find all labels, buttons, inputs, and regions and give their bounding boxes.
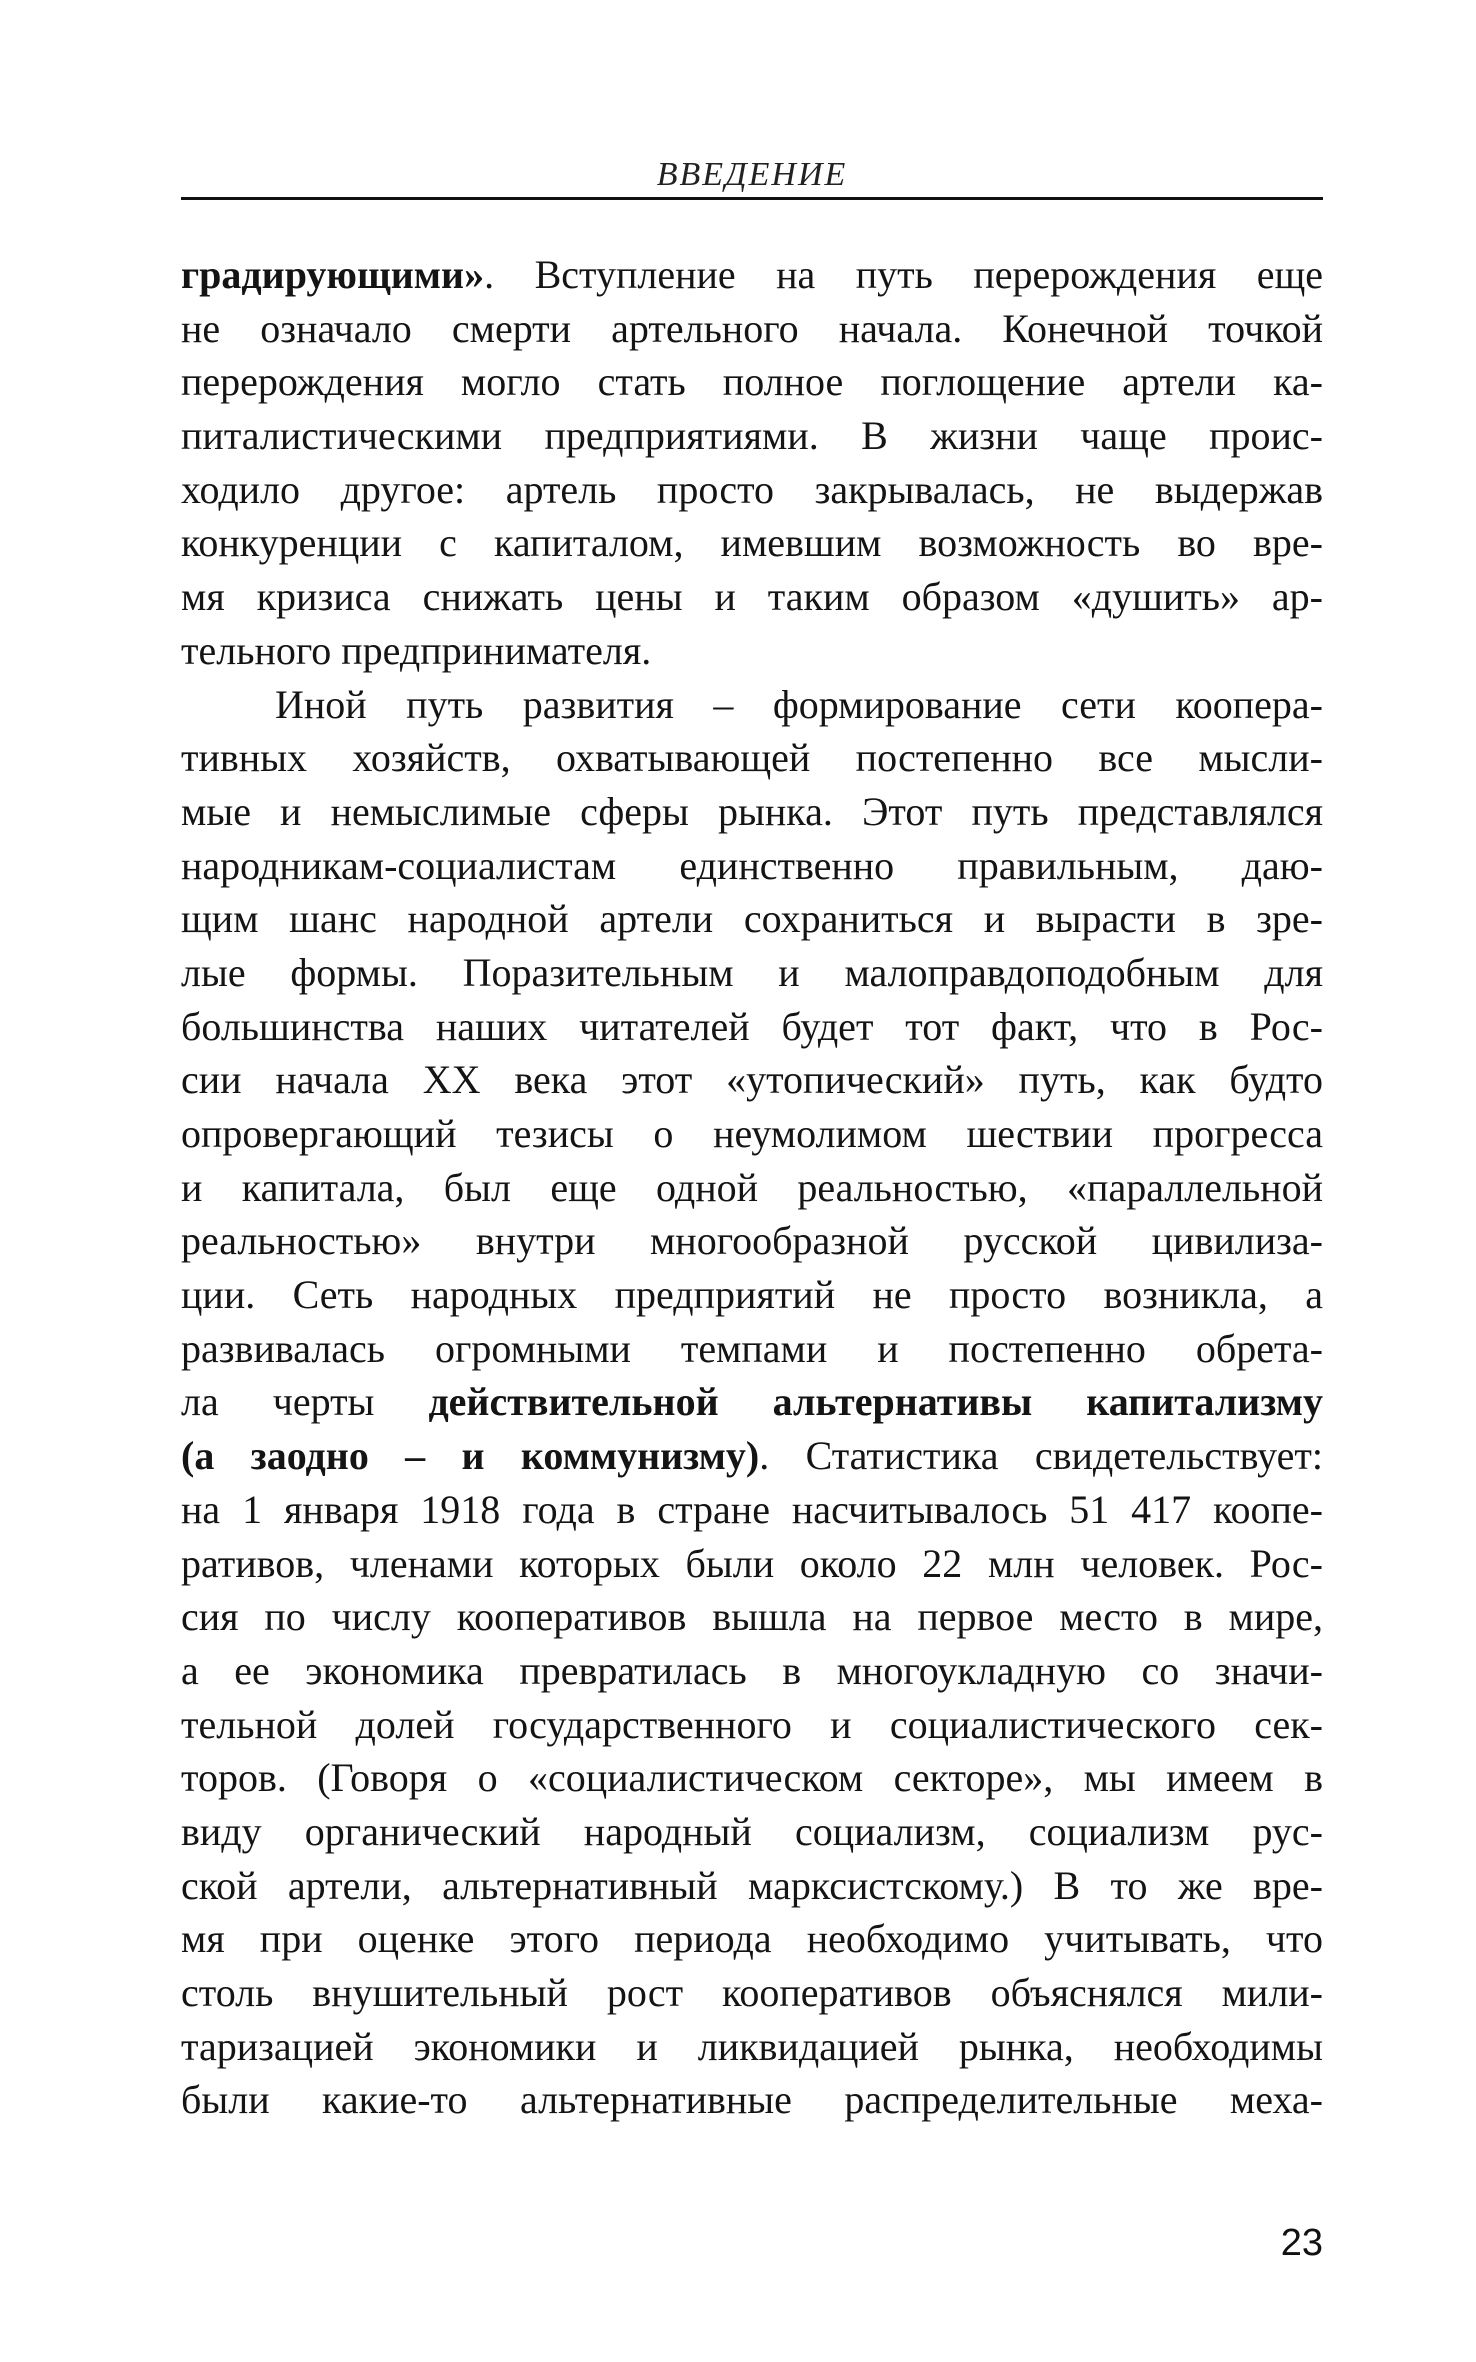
bold-phrase: (а заодно – и коммунизму) — [181, 1433, 760, 1479]
text-line: тивных хозяйств, охватывающей постепенно все мысли- — [181, 735, 1323, 781]
text-line: ходило другое: артель просто закрывалась, не выдержав — [181, 466, 1323, 512]
text-line: а ее экономика превратилась в многоукладную со значи- — [181, 1647, 1323, 1693]
text-line: (а заодно – и коммунизму). Статистика свидетельствует: — [181, 1433, 1323, 1479]
text-line: тельной долей государственного и социалистического сек- — [181, 1701, 1323, 1747]
text-line: ративов, членами которых были около 22 млн человек. Рос- — [181, 1540, 1323, 1586]
text-line: опровергающий тезисы о неумолимом шествии прогресса — [181, 1111, 1323, 1156]
text-line: столь внушительный рост кооперативов объяснялся мили- — [181, 1970, 1323, 2015]
text-line: ла черты действительной альтернативы капитализму — [181, 1379, 1323, 1425]
text-line: на 1 января 1918 года в стране насчитывалось 51 417 коопе- — [181, 1486, 1323, 1532]
text-line: виду органический народный социализм, социализм рус- — [181, 1808, 1323, 1854]
text-line: конкуренции с капиталом, имевшим возможность во вре- — [181, 520, 1323, 566]
text-line: мя при оценке этого периода необходимо учитывать, что — [181, 1916, 1323, 1962]
text-line: не означало смерти артельного начала. Конечной точкой — [181, 305, 1323, 351]
bold-term: градирующими» — [181, 252, 485, 297]
text-line: градирующими». Вступление на путь перерождения еще — [181, 252, 1323, 297]
text-line: питалистическими предприятиями. В жизни чаще проис- — [181, 413, 1323, 459]
header-rule — [181, 197, 1323, 200]
text-line: большинства наших читателей будет тот факт, что в Рос- — [181, 1003, 1323, 1049]
text-line: лые формы. Поразительным и малоправдоподобным для — [181, 949, 1323, 995]
text-line: мые и немыслимые сферы рынка. Этот путь представлялся — [181, 788, 1323, 834]
page-number: 23 — [1280, 2222, 1323, 2264]
body-text — [181, 248, 1323, 2127]
text-line: реальностью» внутри многообразной русской цивилиза- — [181, 1218, 1323, 1264]
text-line: развивалась огромными темпами и постепенно обрета- — [181, 1325, 1323, 1371]
text-line: ской артели, альтернативный марксистскому.) В то же вре- — [181, 1862, 1323, 1908]
bold-phrase: действительной альтернативы капитализму — [428, 1379, 1323, 1425]
text-line: народникам-социалистам единственно правильным, даю- — [181, 842, 1323, 888]
text-line: щим шанс народной артели сохраниться и вырасти в зре- — [181, 896, 1323, 942]
running-head: ВВЕДЕНИЕ — [656, 156, 848, 193]
text-line: торов. (Говоря о «социалистическом секторе», мы имеем в — [181, 1755, 1323, 1801]
text-line: сия по числу кооперативов вышла на первое место в мире, — [181, 1594, 1323, 1640]
text-line: перерождения могло стать полное поглощение артели ка- — [181, 359, 1323, 405]
text-line: Иной путь развития – формирование сети коопера- — [275, 681, 1323, 727]
text-line: таризацией экономики и ликвидацией рынка, необходимы — [181, 2023, 1323, 2069]
text-line: ции. Сеть народных предприятий не просто возникла, а — [181, 1272, 1323, 1318]
text-line: мя кризиса снижать цены и таким образом «душить» ар- — [181, 574, 1323, 620]
text-line: сии начала XX века этот «утопический» путь, как будто — [181, 1057, 1323, 1103]
text-line: и капитала, был еще одной реальностью, «параллельной — [181, 1164, 1323, 1210]
text-line: тельного предпринимателя. — [181, 627, 652, 673]
text-line: были какие-то альтернативные распределительные меха- — [181, 2077, 1323, 2123]
